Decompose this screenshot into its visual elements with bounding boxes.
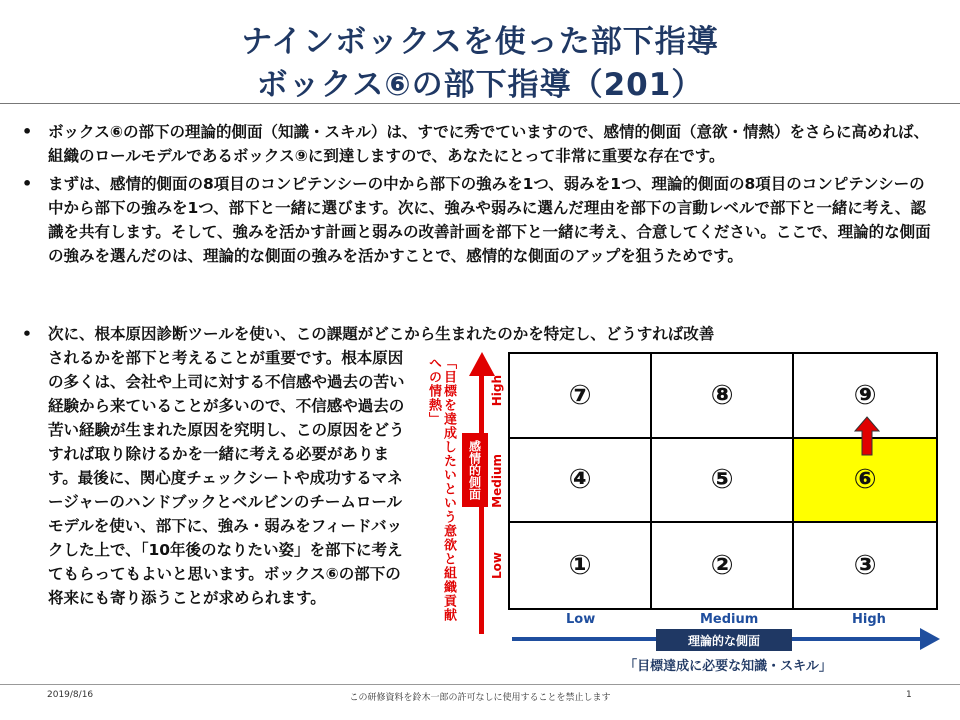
up-arrow-icon (854, 416, 880, 456)
x-axis-box-label: 理論的な側面 (656, 629, 792, 651)
bullet-list (22, 120, 934, 272)
x-axis-arrowhead-icon (920, 628, 940, 650)
footer-notice: この研修資料を鈴木一郎の許可なしに使用することを禁止します (349, 693, 611, 703)
bullet-continuation: されるかを部下と考えることが重要です。根本原因の多くは、会社や上司に対する不信感や過去の苦い経験から来ていることが多いので、不信感や過去の苦い経験が生まれた原因を究明し、この原因をどうすれば取り除けるかを一緒に考える必要があります。最後に、関心度チェックシートや成功するマネージャーのハンドブックとベルビンのチームロールモデルを使い、部下に、強み・弱みをフィードバックした上で、「10年後のなりたい姿」を部下に考えてもらってもよいと思います。ボックス⑥の部下の将来にも寄り添うことが求められます。 (48, 349, 405, 607)
box-5: ⑤ (652, 439, 794, 524)
footer-date: 2019/8/16 (47, 690, 94, 700)
y-level-low: Low (490, 552, 504, 579)
x-level-high: High (852, 612, 886, 627)
x-level-low: Low (566, 612, 596, 627)
x-axis-caption: 「目標達成に必要な知識・スキル」 (624, 659, 832, 674)
x-level-medium: Medium (700, 612, 759, 627)
box-2: ② (652, 523, 794, 608)
box-9-label: ⑨ (853, 379, 877, 411)
box-7: ⑦ (510, 354, 652, 439)
box-8: ⑧ (652, 354, 794, 439)
bullet-item: • 次に、根本原因診断ツールを使い、この課題がどこから生まれたのかを特定し、どうすれば改善 (22, 322, 934, 346)
bullet-item: • まずは、感情的側面の8項目のコンピテンシーの中から部下の強みを1つ、弱みを1つ、理論的側面の8項目のコンピテンシーの中から部下の強みを1つ、部下と一緒に選びます。次に、強みや弱みに選んだ理由を部下の言動レベルで部下と一緒に考え、認識を共有します。そして、強みを活かす計画と弱みの改善計画を部下と一緒に考え、合意してください。ここで、理論的な側面の強みを選んだのは、理論的な側面の強みを活かすことで、感情的な側面のアップを狙うためです。 (22, 172, 934, 268)
nine-box-matrix (508, 352, 938, 610)
header-divider (0, 103, 960, 104)
box-1: ① (510, 523, 652, 608)
footer-divider (0, 684, 960, 685)
bullet-item: • ボックス⑥の部下の理論的側面（知識・スキル）は、すでに秀でていますので、感情的側面（意欲・情熱）をさらに高めれば、組織のロールモデルであるボックス⑨に到達しますので、あなたにとって非常に重要な存在です。 (22, 120, 934, 168)
box-6-label: ⑥ (853, 464, 877, 496)
y-level-high: High (490, 375, 504, 407)
y-axis-caption: 「目標を達成したいという意欲と組織貢献への情熱」 (426, 356, 456, 622)
y-level-medium: Medium (490, 454, 504, 508)
y-axis-arrowhead-icon (469, 352, 495, 376)
y-axis-box (462, 433, 488, 507)
page-subtitle: ボックス⑥の部下指導（201） (256, 67, 704, 103)
box-3: ③ (853, 550, 877, 582)
y-axis-box-label: 感情的側面 (467, 440, 482, 500)
page-number: 1 (906, 690, 912, 700)
page-title: ナインボックスを使った部下指導 (241, 24, 719, 60)
box-4: ④ (510, 439, 652, 524)
